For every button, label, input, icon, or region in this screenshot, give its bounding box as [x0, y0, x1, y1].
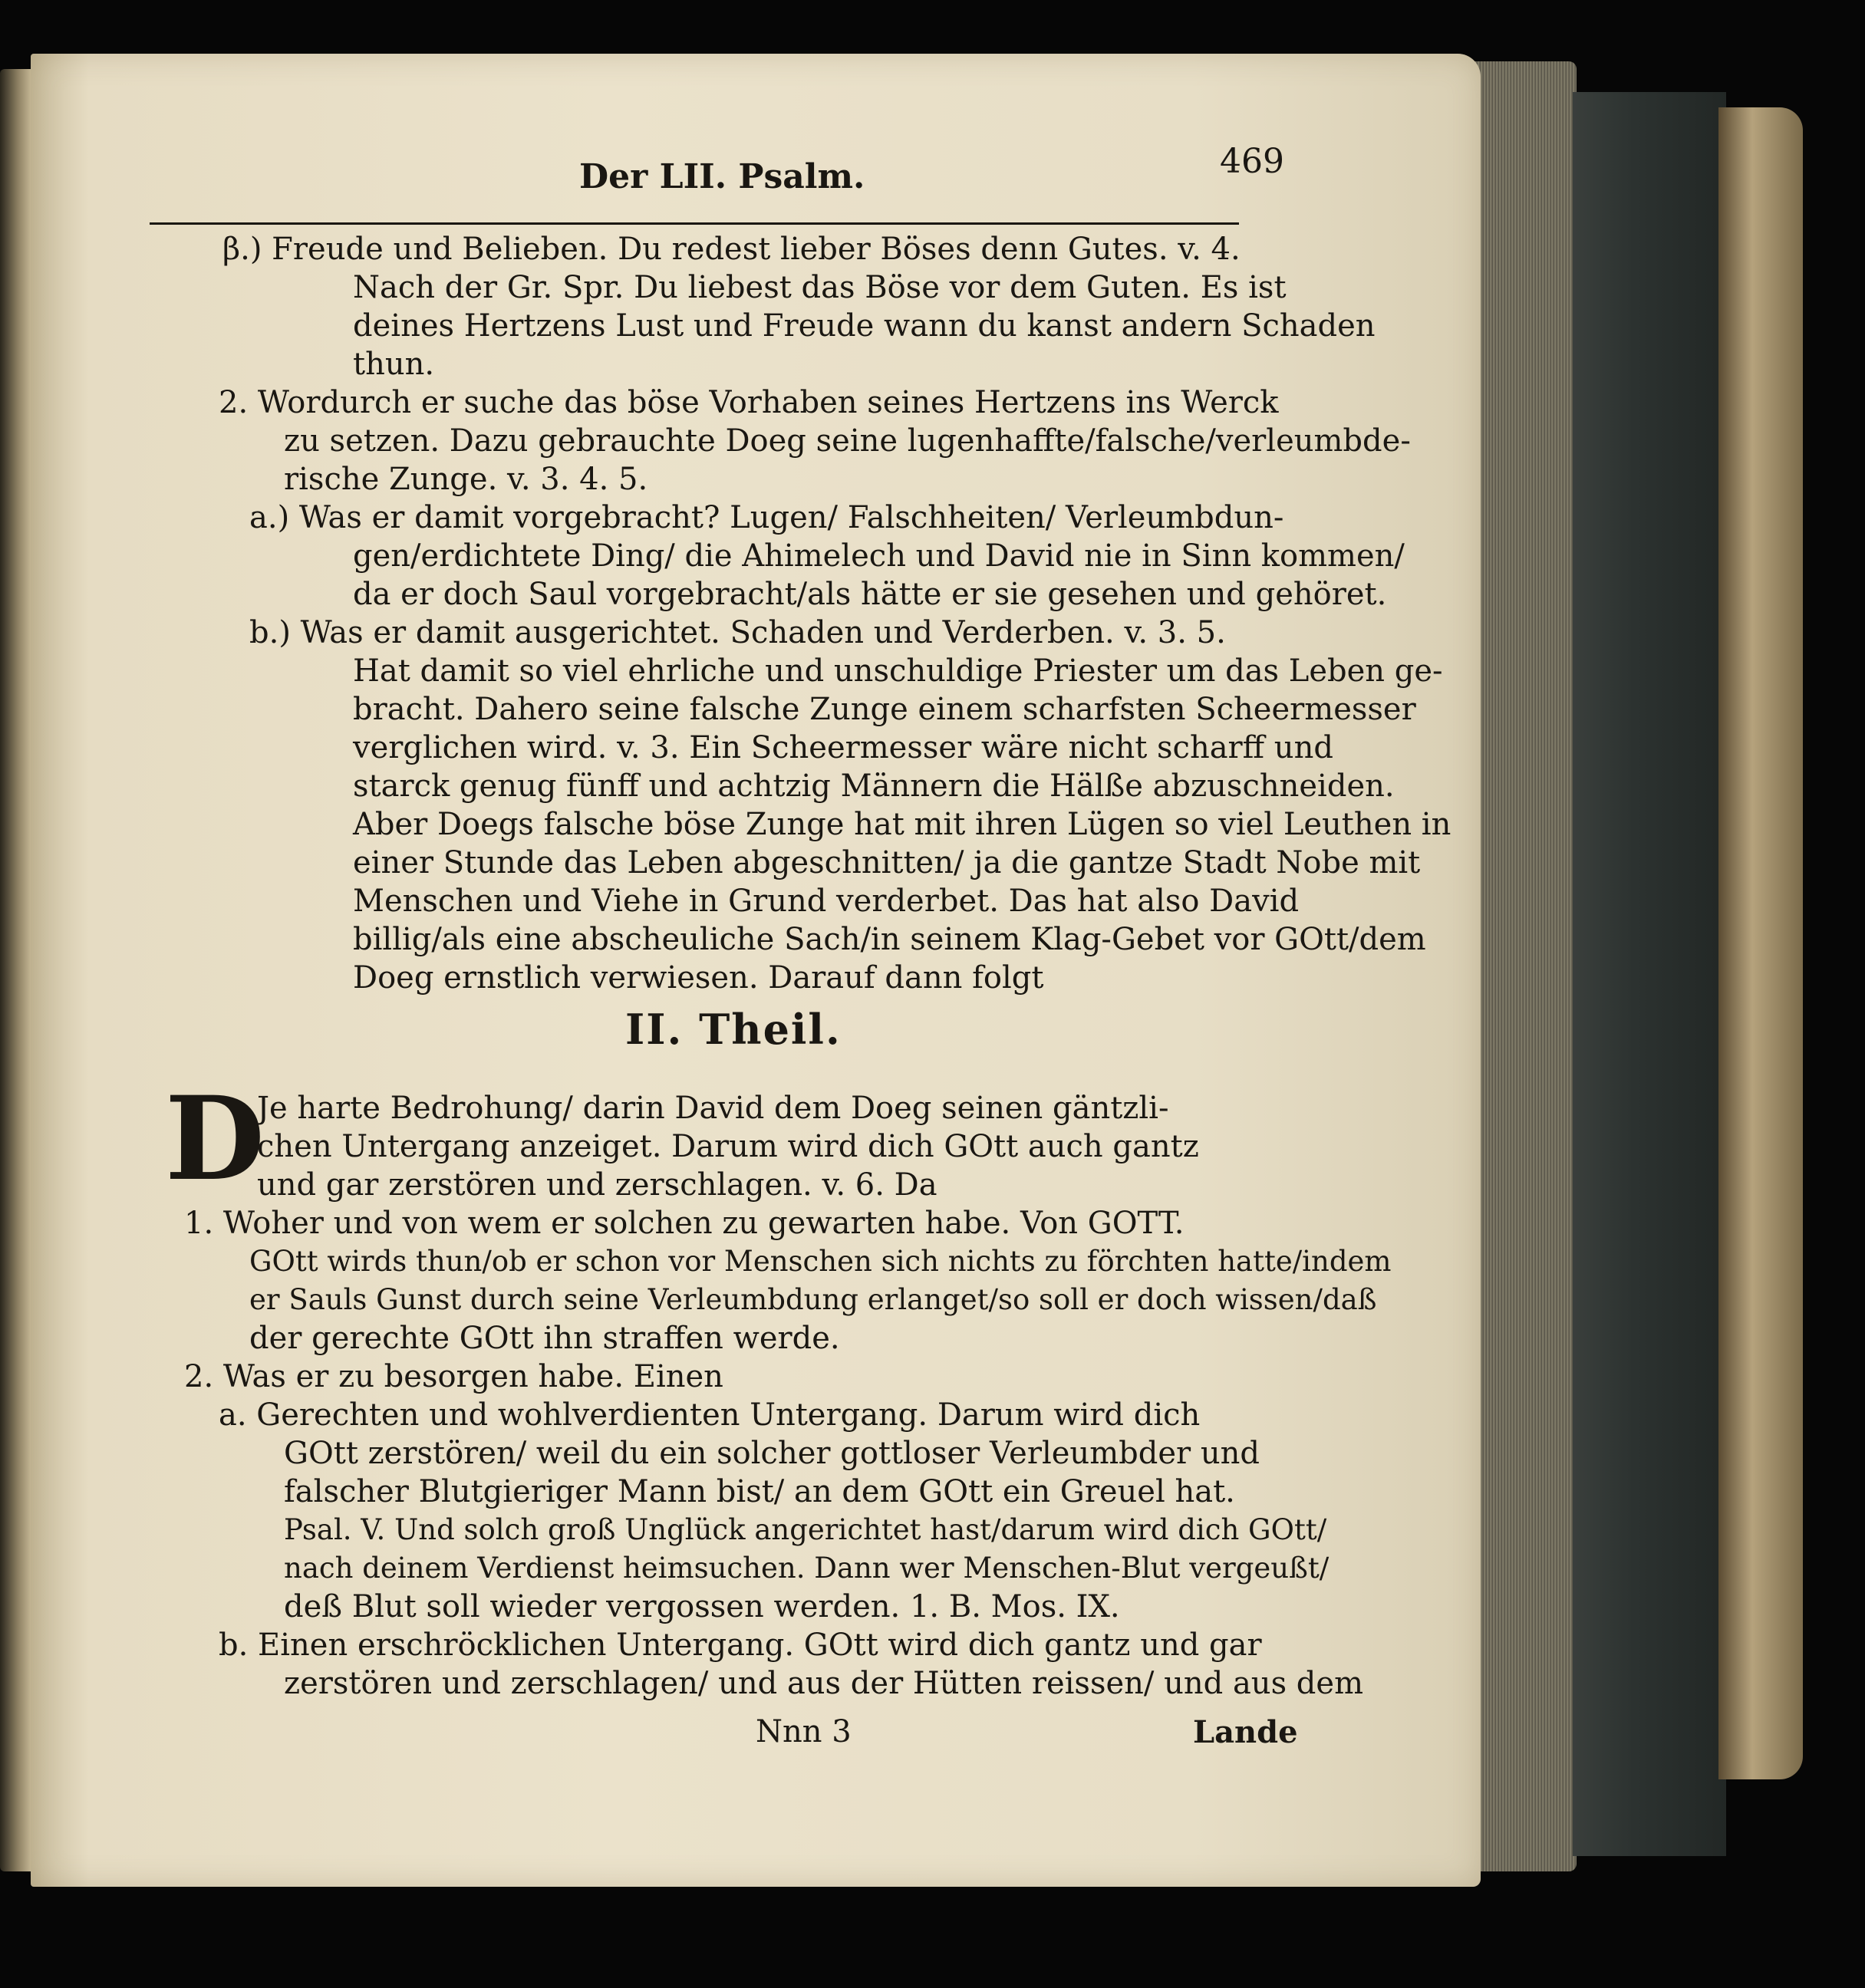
text-line: zerstören und zerschlagen/ und aus der Hütten reissen/ und aus dem	[284, 1666, 1364, 1701]
text-line: nach deinem Verdienst heimsuchen. Dann wer Menschen-Blut vergeußt/	[284, 1552, 1330, 1585]
text-line: da er doch Saul vorgebracht/als hätte er sie gesehen und gehöret.	[353, 577, 1387, 612]
text-line: a.) Was er damit vorgebracht? Lugen/ Falschheiten/ Verleumbdun-	[249, 500, 1284, 535]
text-line: zu setzen. Dazu gebrauchte Doeg seine lugenhaffte/falsche/verleumbde-	[284, 423, 1411, 459]
text-line: Psal. V. Und solch groß Unglück angerichtet hast/darum wird dich GOtt/	[284, 1513, 1327, 1546]
text-line: Aber Doegs falsche böse Zunge hat mit ihren Lügen so viel Leuthen in	[353, 807, 1451, 842]
text-line: starck genug fünff und achtzig Männern die Hälße abzuschneiden.	[353, 769, 1395, 804]
text-line: GOtt zerstören/ weil du ein solcher gottloser Verleumbder und	[284, 1436, 1260, 1471]
text-line: Doeg ernstlich verwiesen. Darauf dann folgt	[353, 960, 1044, 996]
signature-mark: Nnn 3	[756, 1714, 852, 1749]
text-line: 2. Was er zu besorgen habe. Einen	[184, 1359, 723, 1394]
text-line: verglichen wird. v. 3. Ein Scheermesser wäre nicht scharff und	[353, 730, 1333, 765]
text-line: Je harte Bedrohung/ darin David dem Doeg seinen gäntzli-	[257, 1091, 1169, 1126]
previous-page-edge	[0, 69, 32, 1871]
text-line: 2. Wordurch er suche das böse Vorhaben seines Hertzens ins Werck	[219, 385, 1279, 420]
page-footer	[150, 1714, 1316, 1760]
book-cover-edge	[1718, 107, 1803, 1779]
running-title: Der LII. Psalm.	[579, 157, 865, 196]
body-text-top	[150, 230, 1451, 997]
text-line: b. Einen erschröcklichen Untergang. GOtt wird dich gantz und gar	[219, 1628, 1262, 1663]
text-line: b.) Was er damit ausgerichtet. Schaden und Verderben. v. 3. 5.	[249, 615, 1226, 650]
text-line: einer Stunde das Leben abgeschnitten/ ja die gantze Stadt Nobe mit	[353, 845, 1421, 880]
text-line: deines Hertzens Lust und Freude wann du kanst andern Schaden	[353, 308, 1376, 344]
text-line: deß Blut soll wieder vergossen werden. 1. B. Mos. IX.	[284, 1589, 1120, 1624]
text-line: thun.	[353, 347, 435, 382]
text-line: gen/erdichtete Ding/ die Ahimelech und David nie in Sinn kommen/	[353, 538, 1405, 574]
text-line: billig/als eine abscheuliche Sach/in seinem Klag-Gebet vor GOtt/dem	[353, 922, 1426, 957]
text-line: chen Untergang anzeiget. Darum wird dich GOtt auch gantz	[257, 1129, 1199, 1164]
page-header	[150, 142, 1316, 199]
book-block-side	[1573, 92, 1726, 1856]
text-line: er Sauls Gunst durch seine Verleumbdung erlanget/so soll er doch wissen/daß	[249, 1283, 1377, 1316]
body-text-bottom	[150, 1071, 1392, 1703]
text-line: falscher Blutgieriger Mann bist/ an dem GOtt ein Greuel hat.	[284, 1474, 1235, 1509]
text-line: GOtt wirds thun/ob er schon vor Menschen sich nichts zu förchten hatte/indem	[249, 1245, 1392, 1278]
page-number: 469	[1220, 142, 1284, 181]
section-title: II. Theil.	[625, 1005, 842, 1054]
text-line: 1. Woher und von wem er solchen zu gewarten habe. Von GOTT.	[184, 1206, 1185, 1241]
header-rule	[150, 222, 1239, 225]
text-line: der gerechte GOtt ihn straffen werde.	[249, 1321, 840, 1356]
page-text	[150, 142, 1451, 1750]
text-line: und gar zerstören und zerschlagen. v. 6. Da	[257, 1167, 937, 1203]
text-line: Hat damit so viel ehrliche und unschuldige Priester um das Leben ge-	[353, 653, 1443, 689]
catchword: Lande	[1193, 1714, 1298, 1750]
text-line: bracht. Dahero seine falsche Zunge einem scharfsten Scheermesser	[353, 692, 1416, 727]
drop-cap: D	[165, 1071, 265, 1206]
text-line: β.) Freude und Belieben. Du redest lieber Böses denn Gutes. v. 4.	[222, 232, 1241, 267]
text-line: a. Gerechten und wohlverdienten Untergang. Darum wird dich	[219, 1397, 1201, 1433]
text-line: Menschen und Viehe in Grund verderbet. Das hat also David	[353, 884, 1300, 919]
text-line: rische Zunge. v. 3. 4. 5.	[284, 462, 648, 497]
text-line: Nach der Gr. Spr. Du liebest das Böse vor dem Guten. Es ist	[353, 270, 1287, 305]
